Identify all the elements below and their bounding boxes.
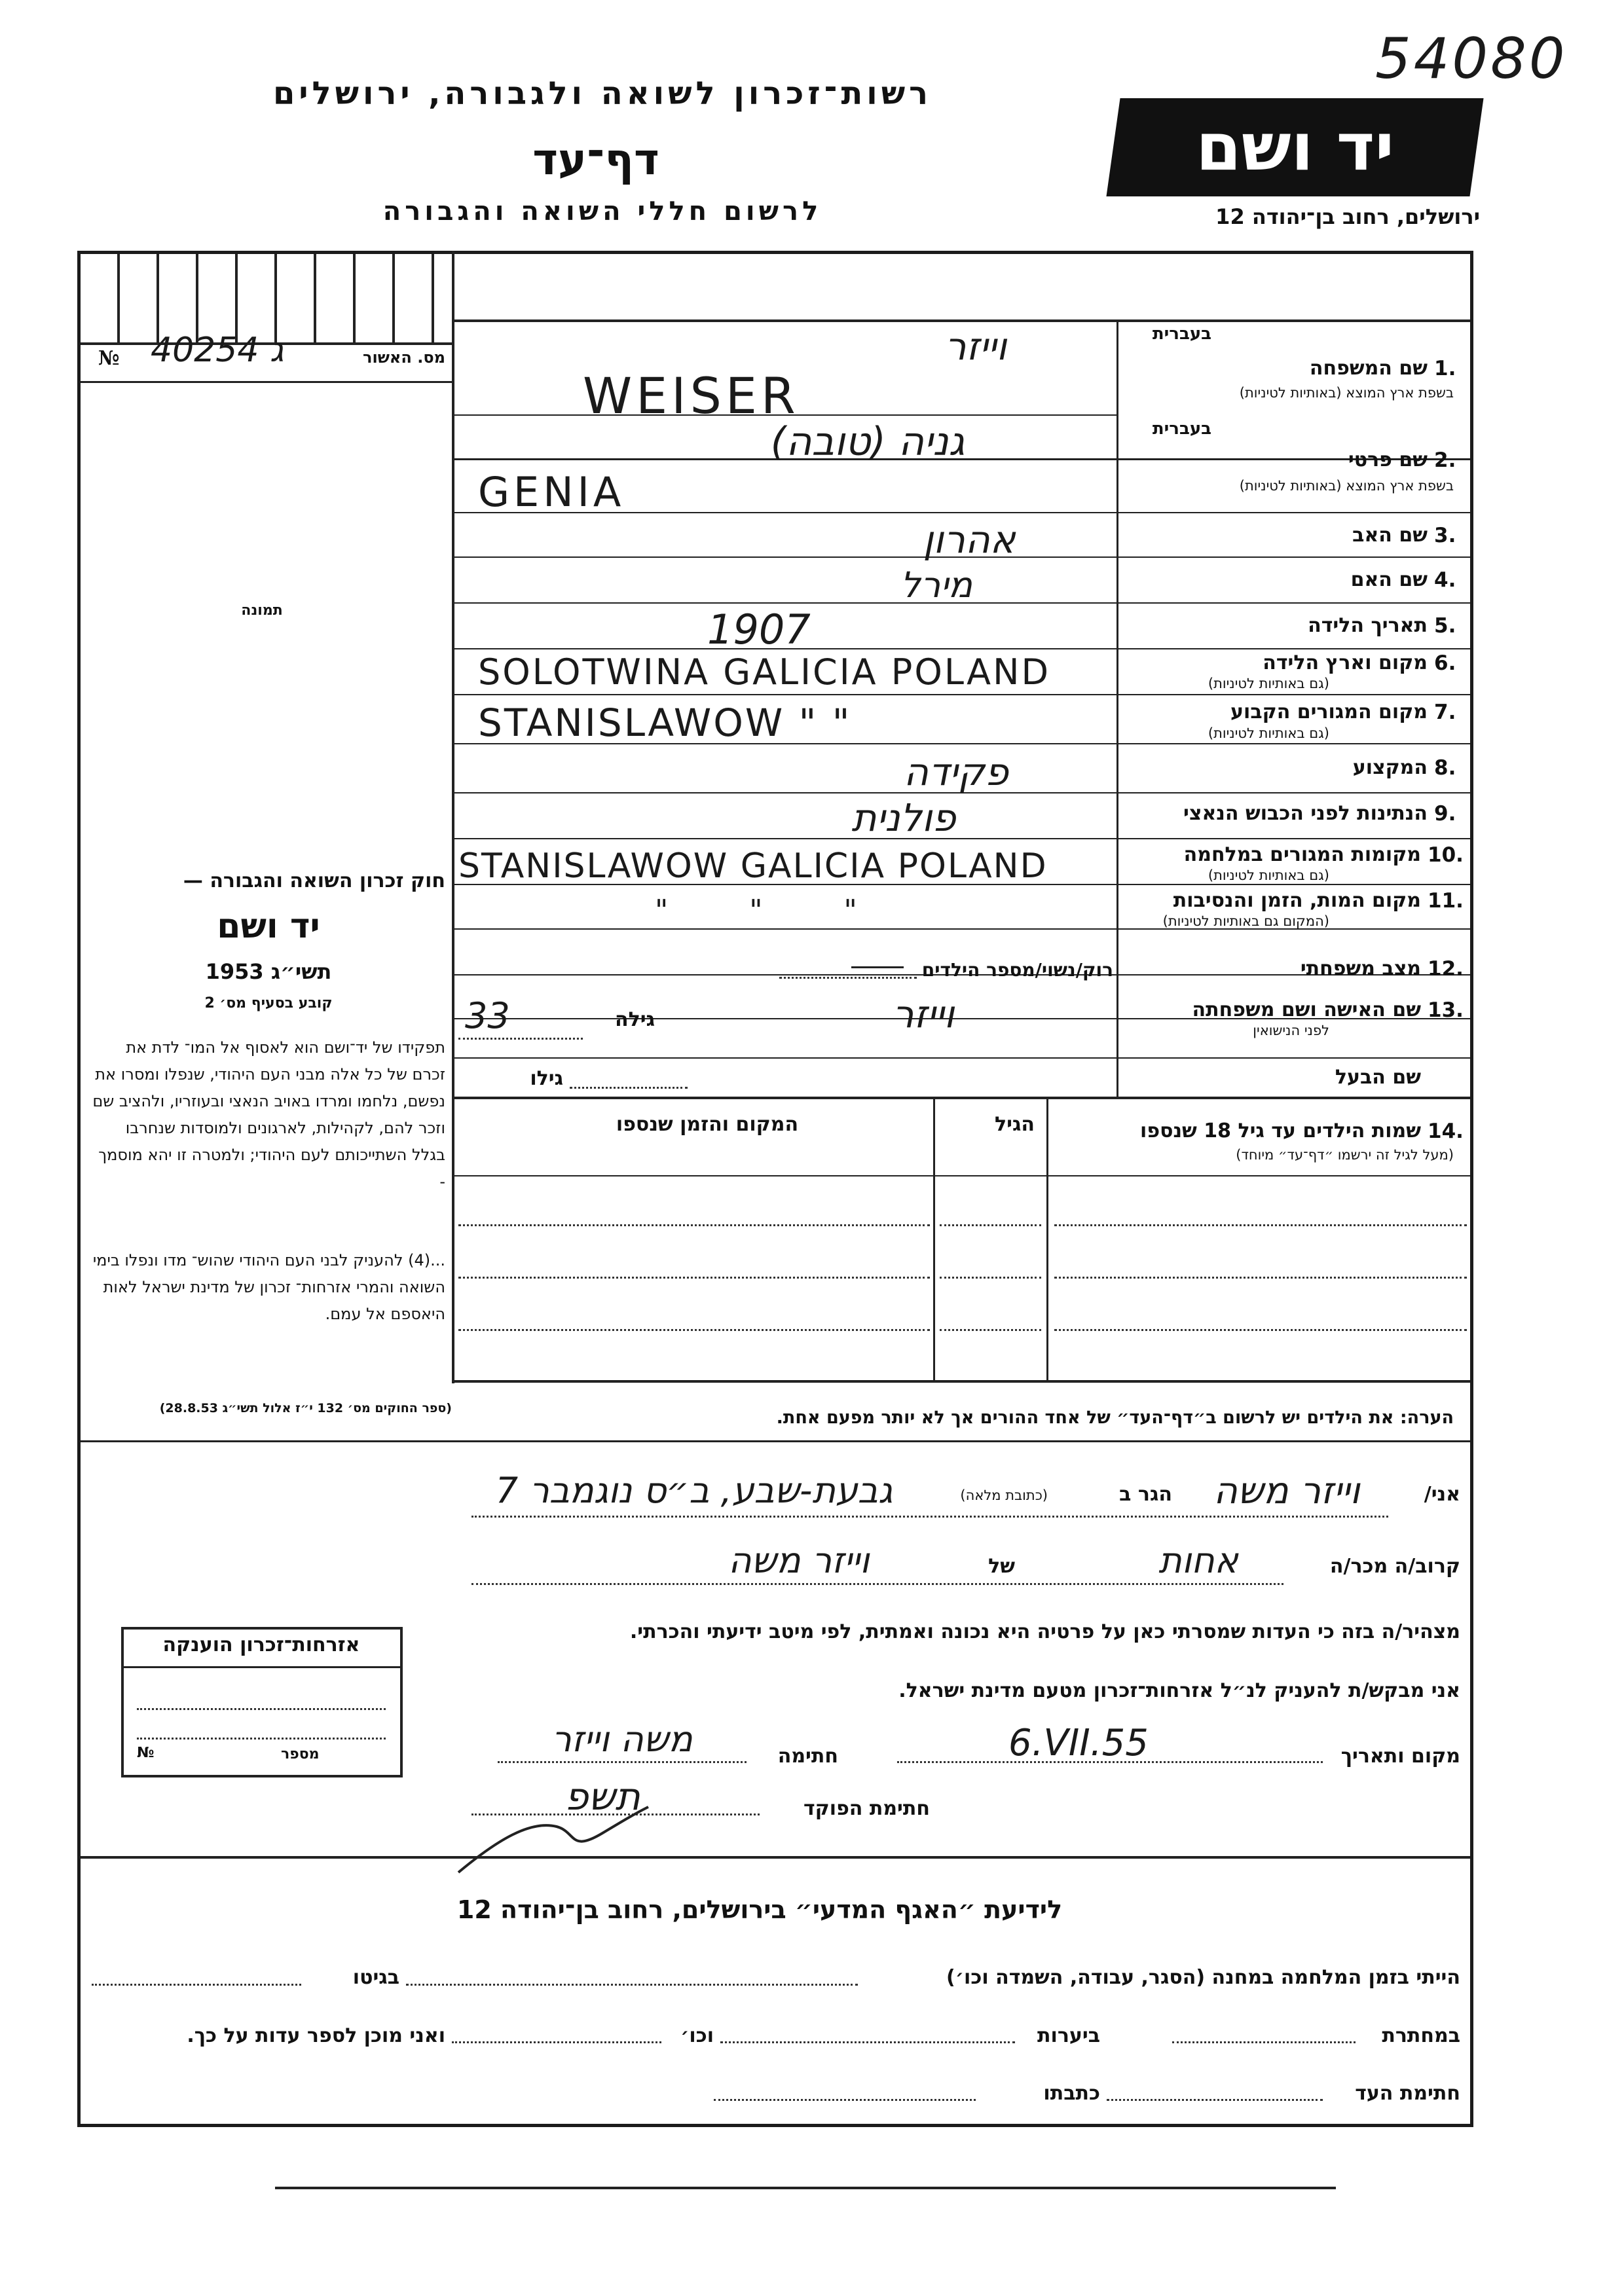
field-2-hebrew-tag: בעברית	[1152, 419, 1211, 439]
field-1-value-hebrew: וייזר	[944, 324, 1007, 369]
children-col-place: המקום והזמן שנספו	[616, 1113, 799, 1136]
field-11-value: " " "	[655, 894, 857, 927]
field-13-age-value: 33	[465, 995, 510, 1036]
no-symbol: №	[98, 347, 120, 370]
field-9-value: פולנית	[851, 795, 956, 840]
declarant-label-a: אני/	[1424, 1483, 1460, 1506]
field-8-num: 8.	[1434, 756, 1456, 780]
children-col-names: שמות הילדים עד גיל 18 שנספו	[1140, 1120, 1421, 1142]
citizenship-box-title: אזרחות־זכרון הוענקה	[162, 1633, 360, 1656]
law-year: תשי״ג 1953	[205, 959, 332, 984]
field-4-num: 4.	[1434, 568, 1456, 592]
approval-number-value: 40254 ג	[151, 331, 284, 370]
bottom-line1-a: הייתי בזמן המלחמה במחנה (הסגר, עבודה, השמדה וכו׳)	[946, 1966, 1460, 1989]
children-col-names-sub: (מעל לגיל זה ירשמו ״דף־עד״ מיוחד)	[1236, 1147, 1454, 1163]
field-3-label: שם האב	[1352, 524, 1428, 547]
citizenship-box-no-symbol: №	[137, 1745, 155, 1761]
field-6-label: מקום וארץ הלידה	[1263, 651, 1428, 674]
signature-label: חתימה	[777, 1745, 838, 1768]
field-4-label: שם האם	[1350, 568, 1428, 591]
law-reference: (ספר החוקים מס׳ 132 י״ז אלול תשי״ג 28.8.53)	[159, 1401, 452, 1415]
relation-person: וייזר משה	[728, 1540, 870, 1581]
form-title: דף־עד	[532, 134, 659, 185]
bottom-line1-b: בגיטו	[352, 1966, 399, 1989]
field-13-value: וייזר	[892, 992, 955, 1036]
field-7-value: STANISLAWOW " "	[478, 701, 852, 745]
org-title: רשות־זכרון לשואה ולגבורה, ירושלים	[272, 75, 932, 112]
children-num: 14.	[1428, 1120, 1464, 1143]
signature-value: משה וייזר	[551, 1719, 693, 1760]
declarant-label-c: (כתובת מלאה)	[960, 1487, 1048, 1503]
place-date-label: מקום ותאריך	[1340, 1745, 1460, 1768]
field-13-sub: לפני הנישואין	[1253, 1023, 1329, 1038]
law-text-1: תפקידו של יד־ושם הוא לאסוף אל המו־ לדת את זכרם של כל אלה מבני העם היהודי, שנפלו ומסרו את נפשם, נלחמו ומרדו באויב הנאצי ובעוזריו, ולהציב שם וזכר להם, לקהילות, לארגונים ולמוסדות שנחרבו בגלל השתייכותם לעם היהודי; ולמטרה זו יהא מוסמך -	[92, 1038, 445, 1191]
field-7-sub: (גם באותיות לטיניות)	[1208, 725, 1329, 741]
field-6-sub: (גם באותיות לטיניות)	[1208, 676, 1329, 691]
law-title: חוק זכרון השואה והגבורה —	[183, 869, 445, 892]
official-signature-flourish	[445, 1781, 655, 1886]
official-signature-value: תשפ	[564, 1774, 640, 1819]
law-clause: קובע בסעיף מס׳ 2	[204, 995, 333, 1011]
photo-label: תמונה	[241, 602, 283, 619]
husband-label: שם הבעל	[1335, 1066, 1421, 1089]
citizenship-box	[121, 1627, 403, 1777]
field-2-sub: בשפת ארץ המוצא (באותיות לטיניות)	[1239, 478, 1454, 494]
field-4-value: מירל	[900, 564, 972, 606]
field-8-value: פקידה	[904, 750, 1008, 794]
field-3-value: אהרון	[923, 517, 1016, 562]
citizenship-box-number-label: מספר	[281, 1746, 320, 1762]
field-1-num: 1.	[1434, 357, 1456, 380]
bottom-line2-c: וכו׳	[680, 2024, 714, 2047]
field-1-value-latin: WEISER	[583, 367, 800, 425]
field-11-sub: (המקום גם באותיות לטיניות)	[1162, 913, 1329, 929]
field-2-label: שם פרטי	[1348, 448, 1428, 471]
header-address: ירושלים, רחוב בן־יהודה 12	[1215, 204, 1480, 229]
bottom-line3-a: חתימת העד	[1355, 2082, 1460, 2105]
bottom-line2-b: ביערות	[1037, 2024, 1100, 2047]
declarant-name: וייזר משה	[1213, 1470, 1360, 1512]
field-13-label: שם האישה ושם משפחתה	[1192, 998, 1421, 1021]
field-7-num: 7.	[1434, 701, 1456, 724]
law-name: יד ושם	[217, 907, 320, 946]
place-date-value: 6.VII.55	[1008, 1722, 1149, 1764]
field-1-hebrew-tag: בעברית	[1152, 324, 1211, 344]
declaration-text: מצהיר/ה בזה כי העדות שמסרתי כאן על פרטיה היא נכונה ואמתית, לפי מיטב ידיעתי והכרתי.	[629, 1620, 1460, 1643]
field-2-value-hebrew: גניה (טובה)	[770, 419, 965, 465]
relation-value: אחות	[1158, 1540, 1238, 1581]
note: הערה: את הילדים יש לרשום ב״דף־העד״ של אחד ההורים אך לא יותר מפעם אחת.	[776, 1408, 1454, 1428]
field-9-label: הנתינות לפני הכבוש הנאצי	[1183, 802, 1428, 825]
field-10-value: STANISLAWOW GALICIA POLAND	[458, 847, 1048, 886]
field-8-label: המקצוע	[1352, 756, 1428, 779]
bottom-line2-a: במחתרת	[1382, 2024, 1460, 2047]
declarant-label-b: הגר ב	[1119, 1483, 1172, 1506]
field-3-num: 3.	[1434, 524, 1456, 547]
field-12-value: רוק/נשוי/מספר הילדים	[921, 959, 1113, 981]
field-10-label: מקומות המגורים במלחמה	[1183, 843, 1421, 866]
relation-of-label: של	[988, 1555, 1015, 1578]
field-11-num: 11.	[1428, 889, 1464, 913]
field-12-label: מצב משפחתי	[1300, 957, 1421, 980]
field-10-num: 10.	[1428, 843, 1464, 867]
field-2-value-latin: GENIA	[478, 468, 625, 516]
field-5-value: 1907	[707, 606, 811, 653]
field-5-num: 5.	[1434, 614, 1456, 638]
bottom-title: לידיעת ״האגף המדעי״ בירושלים, רחוב בן־יהודה 12	[456, 1895, 1063, 1924]
field-13-num: 13.	[1428, 998, 1464, 1022]
yad-vashem-logo: יד ושם	[1106, 98, 1483, 196]
approval-number-label: מס. האשור	[363, 348, 445, 367]
document-number: 54080	[1375, 26, 1568, 92]
field-1-label: שם המשפחה	[1309, 357, 1428, 380]
request-text: אני מבקש/ת להעניק לנ״ל אזרחות־זכרון מטעם מדינת ישראל.	[898, 1679, 1460, 1702]
field-10-sub: (גם באותיות לטיניות)	[1208, 867, 1329, 883]
children-col-age: הגיל	[995, 1113, 1035, 1136]
law-text-2: ...(4) להעניק לבני העם היהודי שהוש־ מדו ונפלו בימי השואה והמרי אזרחות־ זכרון של מדינת ישראל לאות היאספם אל עמם.	[92, 1251, 445, 1323]
husband-age-label: גילו	[530, 1067, 563, 1090]
field-11-label: מקום המות, הזמן והנסיבות	[1173, 889, 1421, 912]
field-9-num: 9.	[1434, 802, 1456, 826]
field-2-num: 2.	[1434, 448, 1456, 472]
form-subtitle: לרשום חללי השואה והגבורה	[382, 196, 822, 227]
field-7-label: מקום המגורים הקבוע	[1230, 701, 1428, 723]
field-12-num: 12.	[1428, 957, 1464, 981]
bottom-line2-d: ואני מוכן לספר עדות על כך.	[187, 2024, 445, 2047]
field-6-num: 6.	[1434, 651, 1456, 675]
hatch-strip	[81, 254, 452, 342]
field-6-value: SOLOTWINA GALICIA POLAND	[478, 651, 1051, 693]
field-5-label: תאריך הלידה	[1308, 614, 1428, 637]
relation-label: קרוב/ה מכר/ה	[1329, 1555, 1460, 1578]
field-1-sub: בשפת ארץ המוצא (באותיות לטיניות)	[1239, 385, 1454, 401]
field-13-age-label: גילה	[615, 1008, 655, 1031]
official-signature-label: חתימת הפוקד	[803, 1797, 930, 1820]
bottom-line3-b: כתבתו	[1043, 2082, 1100, 2105]
declarant-address: גבעת-שבע, ב״ס נוגמבר 7	[495, 1470, 893, 1511]
